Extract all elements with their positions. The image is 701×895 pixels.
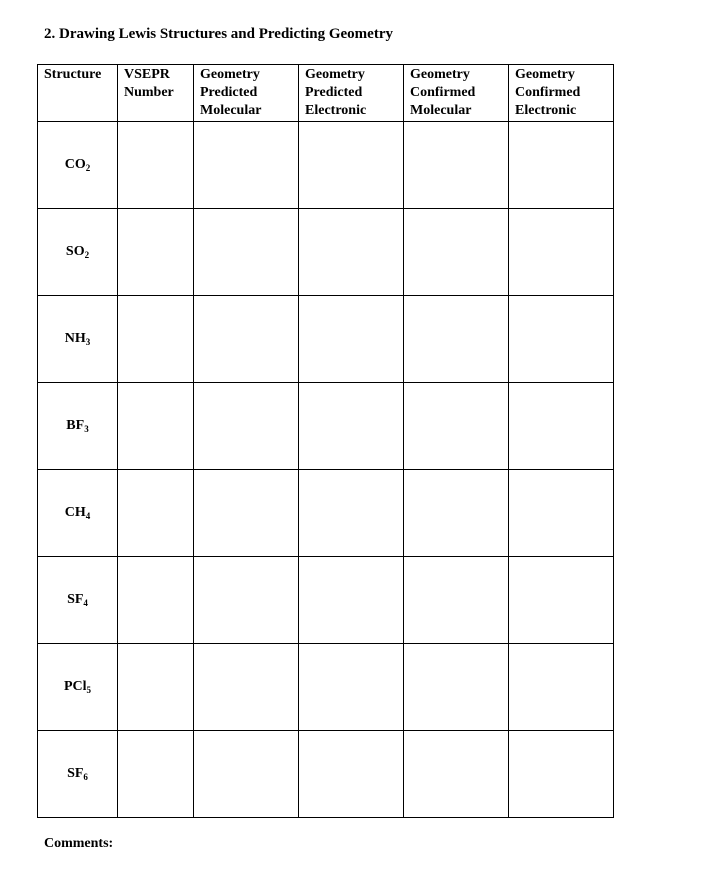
section-title: 2. Drawing Lewis Structures and Predicting Geometry <box>44 26 393 42</box>
confirmed-molecular-cell[interactable] <box>404 644 509 731</box>
confirmed-molecular-cell[interactable] <box>404 209 509 296</box>
structure-cell <box>38 383 118 470</box>
formula-subscript: 4 <box>83 598 88 608</box>
structure-cell <box>38 557 118 644</box>
vsepr-number-cell[interactable] <box>118 383 194 470</box>
confirmed-molecular-cell[interactable] <box>404 296 509 383</box>
formula-base: NH <box>64 331 86 346</box>
header-line: VSEPR <box>124 67 170 82</box>
formula-subscript: 6 <box>83 772 88 782</box>
confirmed-molecular-cell[interactable] <box>404 731 509 818</box>
predicted-electronic-cell[interactable] <box>299 470 404 557</box>
predicted-molecular-cell[interactable] <box>194 296 299 383</box>
header-line: Geometry <box>515 67 575 82</box>
formula-subscript: 2 <box>85 163 91 173</box>
structure-cell <box>38 731 118 818</box>
confirmed-electronic-cell[interactable] <box>509 731 614 818</box>
vsepr-number-cell[interactable] <box>118 470 194 557</box>
header-structure <box>38 65 118 122</box>
predicted-electronic-cell[interactable] <box>299 731 404 818</box>
header-row <box>38 65 614 122</box>
predicted-electronic-cell[interactable] <box>299 557 404 644</box>
formula-base: SF <box>67 592 84 607</box>
predicted-molecular-cell[interactable] <box>194 209 299 296</box>
predicted-electronic-cell[interactable] <box>299 644 404 731</box>
predicted-molecular-cell[interactable] <box>194 731 299 818</box>
predicted-electronic-cell[interactable] <box>299 296 404 383</box>
predicted-electronic-cell[interactable] <box>299 122 404 209</box>
table-row <box>38 731 614 818</box>
header-line: Predicted <box>200 85 258 100</box>
header-geometry-predicted-electronic <box>299 65 404 122</box>
header-line: Geometry <box>410 67 470 82</box>
confirmed-electronic-cell[interactable] <box>509 557 614 644</box>
confirmed-molecular-cell[interactable] <box>404 383 509 470</box>
formula-base: CO <box>64 157 86 172</box>
predicted-molecular-cell[interactable] <box>194 470 299 557</box>
confirmed-electronic-cell[interactable] <box>509 122 614 209</box>
header-line: Electronic <box>305 103 367 118</box>
formula-subscript: 3 <box>85 337 91 347</box>
header-line: Number <box>124 85 174 100</box>
predicted-molecular-cell[interactable] <box>194 383 299 470</box>
table-row <box>38 122 614 209</box>
header-line: Electronic <box>515 103 577 118</box>
formula-subscript: 5 <box>86 685 92 695</box>
header-line: Geometry <box>200 67 260 82</box>
confirmed-molecular-cell[interactable] <box>404 122 509 209</box>
vsepr-number-cell[interactable] <box>118 644 194 731</box>
formula-base: SO <box>65 244 85 259</box>
vsepr-number-cell[interactable] <box>118 209 194 296</box>
table-row <box>38 470 614 557</box>
predicted-molecular-cell[interactable] <box>194 557 299 644</box>
confirmed-molecular-cell[interactable] <box>404 557 509 644</box>
header-line: Geometry <box>305 67 365 82</box>
formula-base: CH <box>64 505 86 520</box>
predicted-electronic-cell[interactable] <box>299 383 404 470</box>
header-line: Confirmed <box>410 85 476 100</box>
header-geometry-confirmed-molecular <box>404 65 509 122</box>
table-row <box>38 557 614 644</box>
header-geometry-predicted-molecular <box>194 65 299 122</box>
header-line: Confirmed <box>515 85 581 100</box>
header-line: Structure <box>44 67 102 82</box>
formula-subscript: 4 <box>85 511 91 521</box>
predicted-molecular-cell[interactable] <box>194 644 299 731</box>
confirmed-electronic-cell[interactable] <box>509 644 614 731</box>
header-line: Predicted <box>305 85 363 100</box>
formula-subscript: 3 <box>84 424 89 434</box>
confirmed-electronic-cell[interactable] <box>509 296 614 383</box>
formula-subscript: 2 <box>84 250 90 260</box>
vsepr-number-cell[interactable] <box>118 296 194 383</box>
vsepr-number-cell[interactable] <box>118 122 194 209</box>
structure-cell <box>38 470 118 557</box>
predicted-electronic-cell[interactable] <box>299 209 404 296</box>
geometry-table <box>37 64 614 818</box>
table-row <box>38 209 614 296</box>
confirmed-molecular-cell[interactable] <box>404 470 509 557</box>
structure-cell <box>38 644 118 731</box>
formula-base: BF <box>66 418 85 433</box>
comments-label: Comments: <box>44 836 114 851</box>
table-row <box>38 644 614 731</box>
confirmed-electronic-cell[interactable] <box>509 470 614 557</box>
confirmed-electronic-cell[interactable] <box>509 383 614 470</box>
confirmed-electronic-cell[interactable] <box>509 209 614 296</box>
structure-cell <box>38 122 118 209</box>
vsepr-number-cell[interactable] <box>118 731 194 818</box>
structure-cell <box>38 209 118 296</box>
structure-cell <box>38 296 118 383</box>
predicted-molecular-cell[interactable] <box>194 122 299 209</box>
header-geometry-confirmed-electronic <box>509 65 614 122</box>
table-row <box>38 296 614 383</box>
formula-base: SF <box>67 766 84 781</box>
vsepr-number-cell[interactable] <box>118 557 194 644</box>
header-vsepr-number <box>118 65 194 122</box>
header-line: Molecular <box>410 103 472 118</box>
table-row <box>38 383 614 470</box>
formula-base: PCl <box>63 679 87 694</box>
table-body <box>38 122 614 818</box>
header-line: Molecular <box>200 103 262 118</box>
